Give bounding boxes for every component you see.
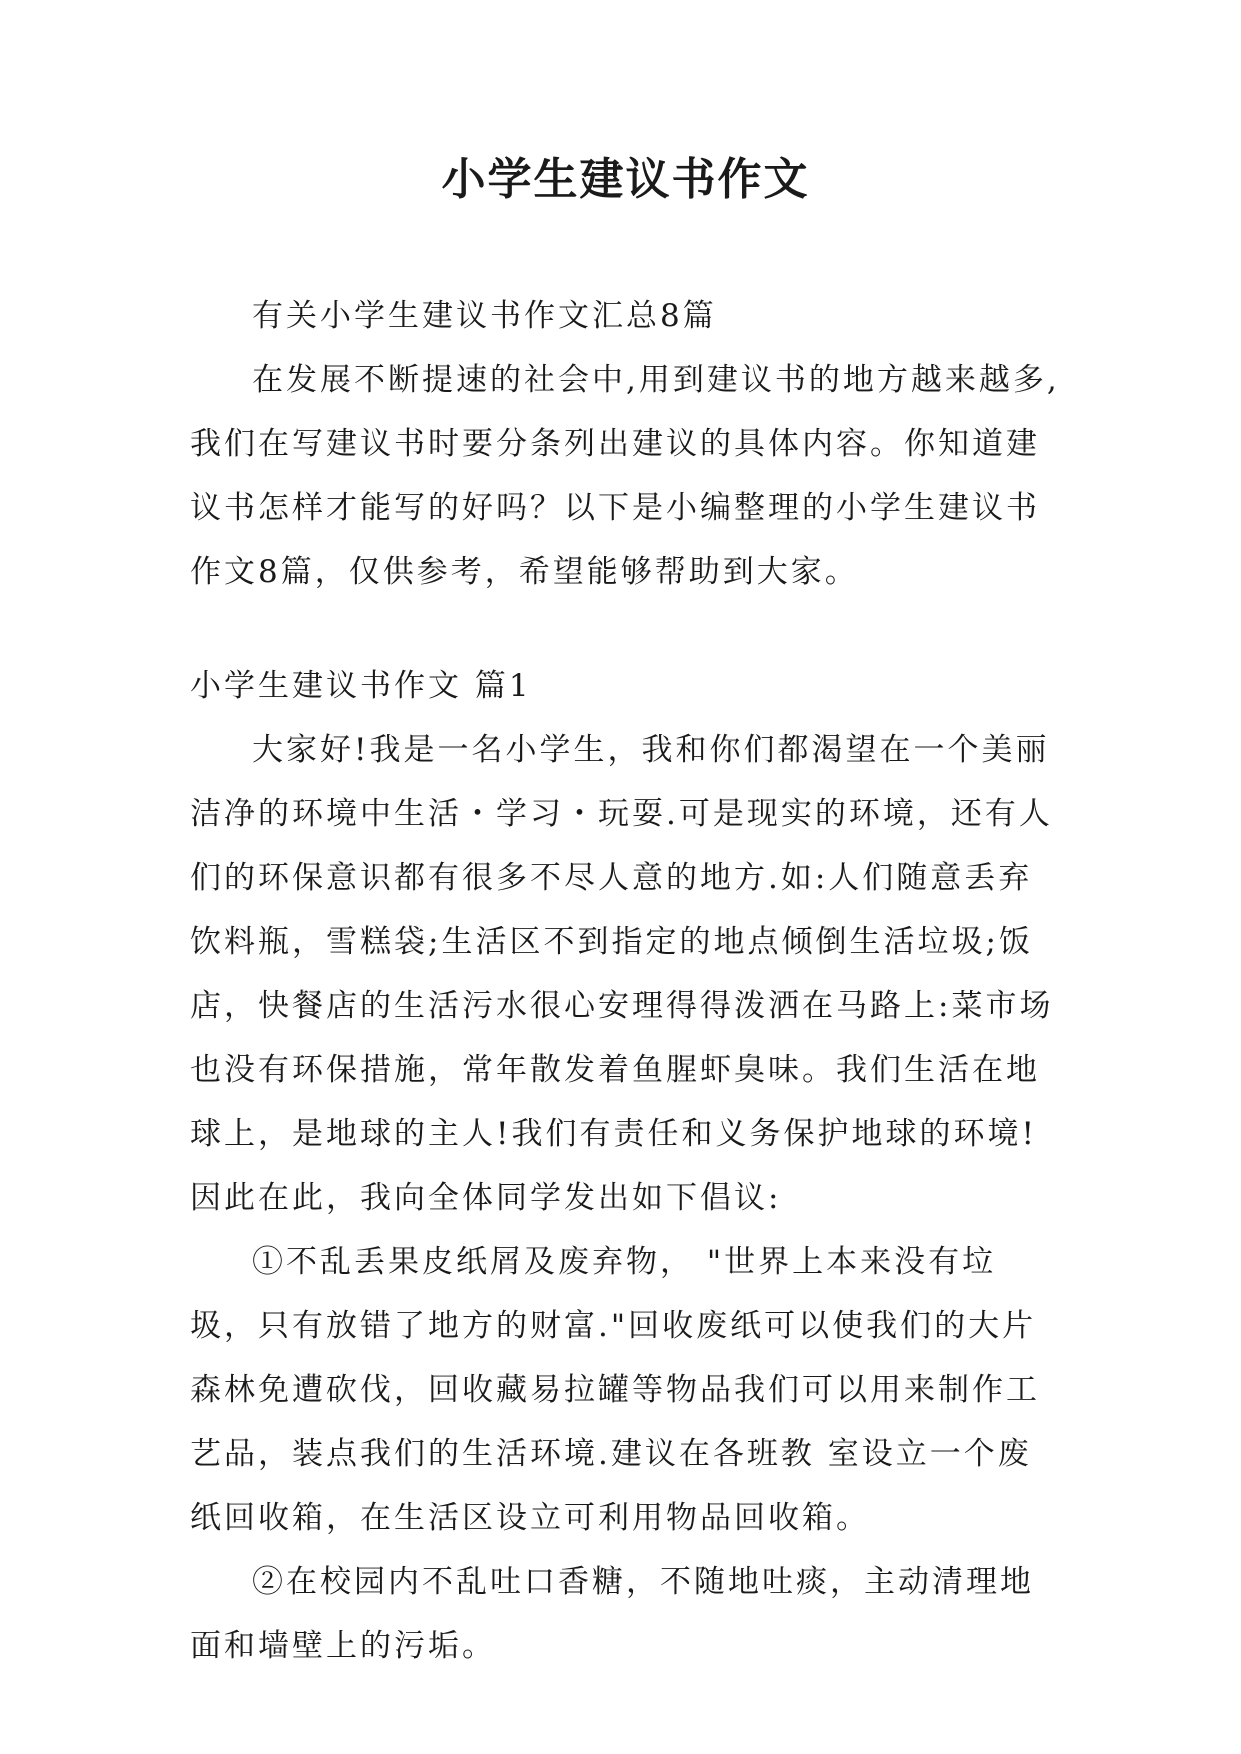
section-heading: 小学生建议书作文 篇1 (190, 668, 532, 704)
document-title: 小学生建议书作文 (441, 154, 810, 205)
intro-line: 有关小学生建议书作文汇总8篇 (252, 298, 717, 334)
intro-paragraph: 在发展不断提速的社会中,用到建议书的地方越来越多,我们在写建议书时要分条列出建议的具体内容。你知道建议书怎样才能写的好吗？以下是小编整理的小学生建议书作文8篇，仅供参考，希望能够帮助到大家。 (190, 362, 1060, 590)
body-paragraph-2: ①不乱丢果皮纸屑及废弃物， "世界上本来没有垃圾，只有放错了地方的财富."回收废纸可以使我们的大片森林免遭砍伐，回收藏易拉罐等物品我们可以用来制作工艺品，装点我们的生活环境.建议在各班教 室设立一个废纸回收箱，在生活区设立可利用物品回收箱。 (190, 1244, 1040, 1536)
body-paragraph-1: 大家好!我是一名小学生，我和你们都渴望在一个美丽洁净的环境中生活・学习・玩耍.可是现实的环境，还有人们的环保意识都有很多不尽人意的地方.如:人们随意丢弃饮料瓶，雪糕袋;生活区不到指定的地点倾倒生活垃圾;饭店，快餐店的生活污水很心安理得得泼洒在马路上:菜市场也没有环保措施，常年散发着鱼腥虾臭味。我们生活在地球上，是地球的主人!我们有责任和义务保护地球的环境!因此在此，我向全体同学发出如下倡议: (190, 732, 1054, 1216)
body-paragraph-3: ②在校园内不乱吐口香糖，不随地吐痰，主动清理地面和墙壁上的污垢。 (190, 1564, 1034, 1664)
